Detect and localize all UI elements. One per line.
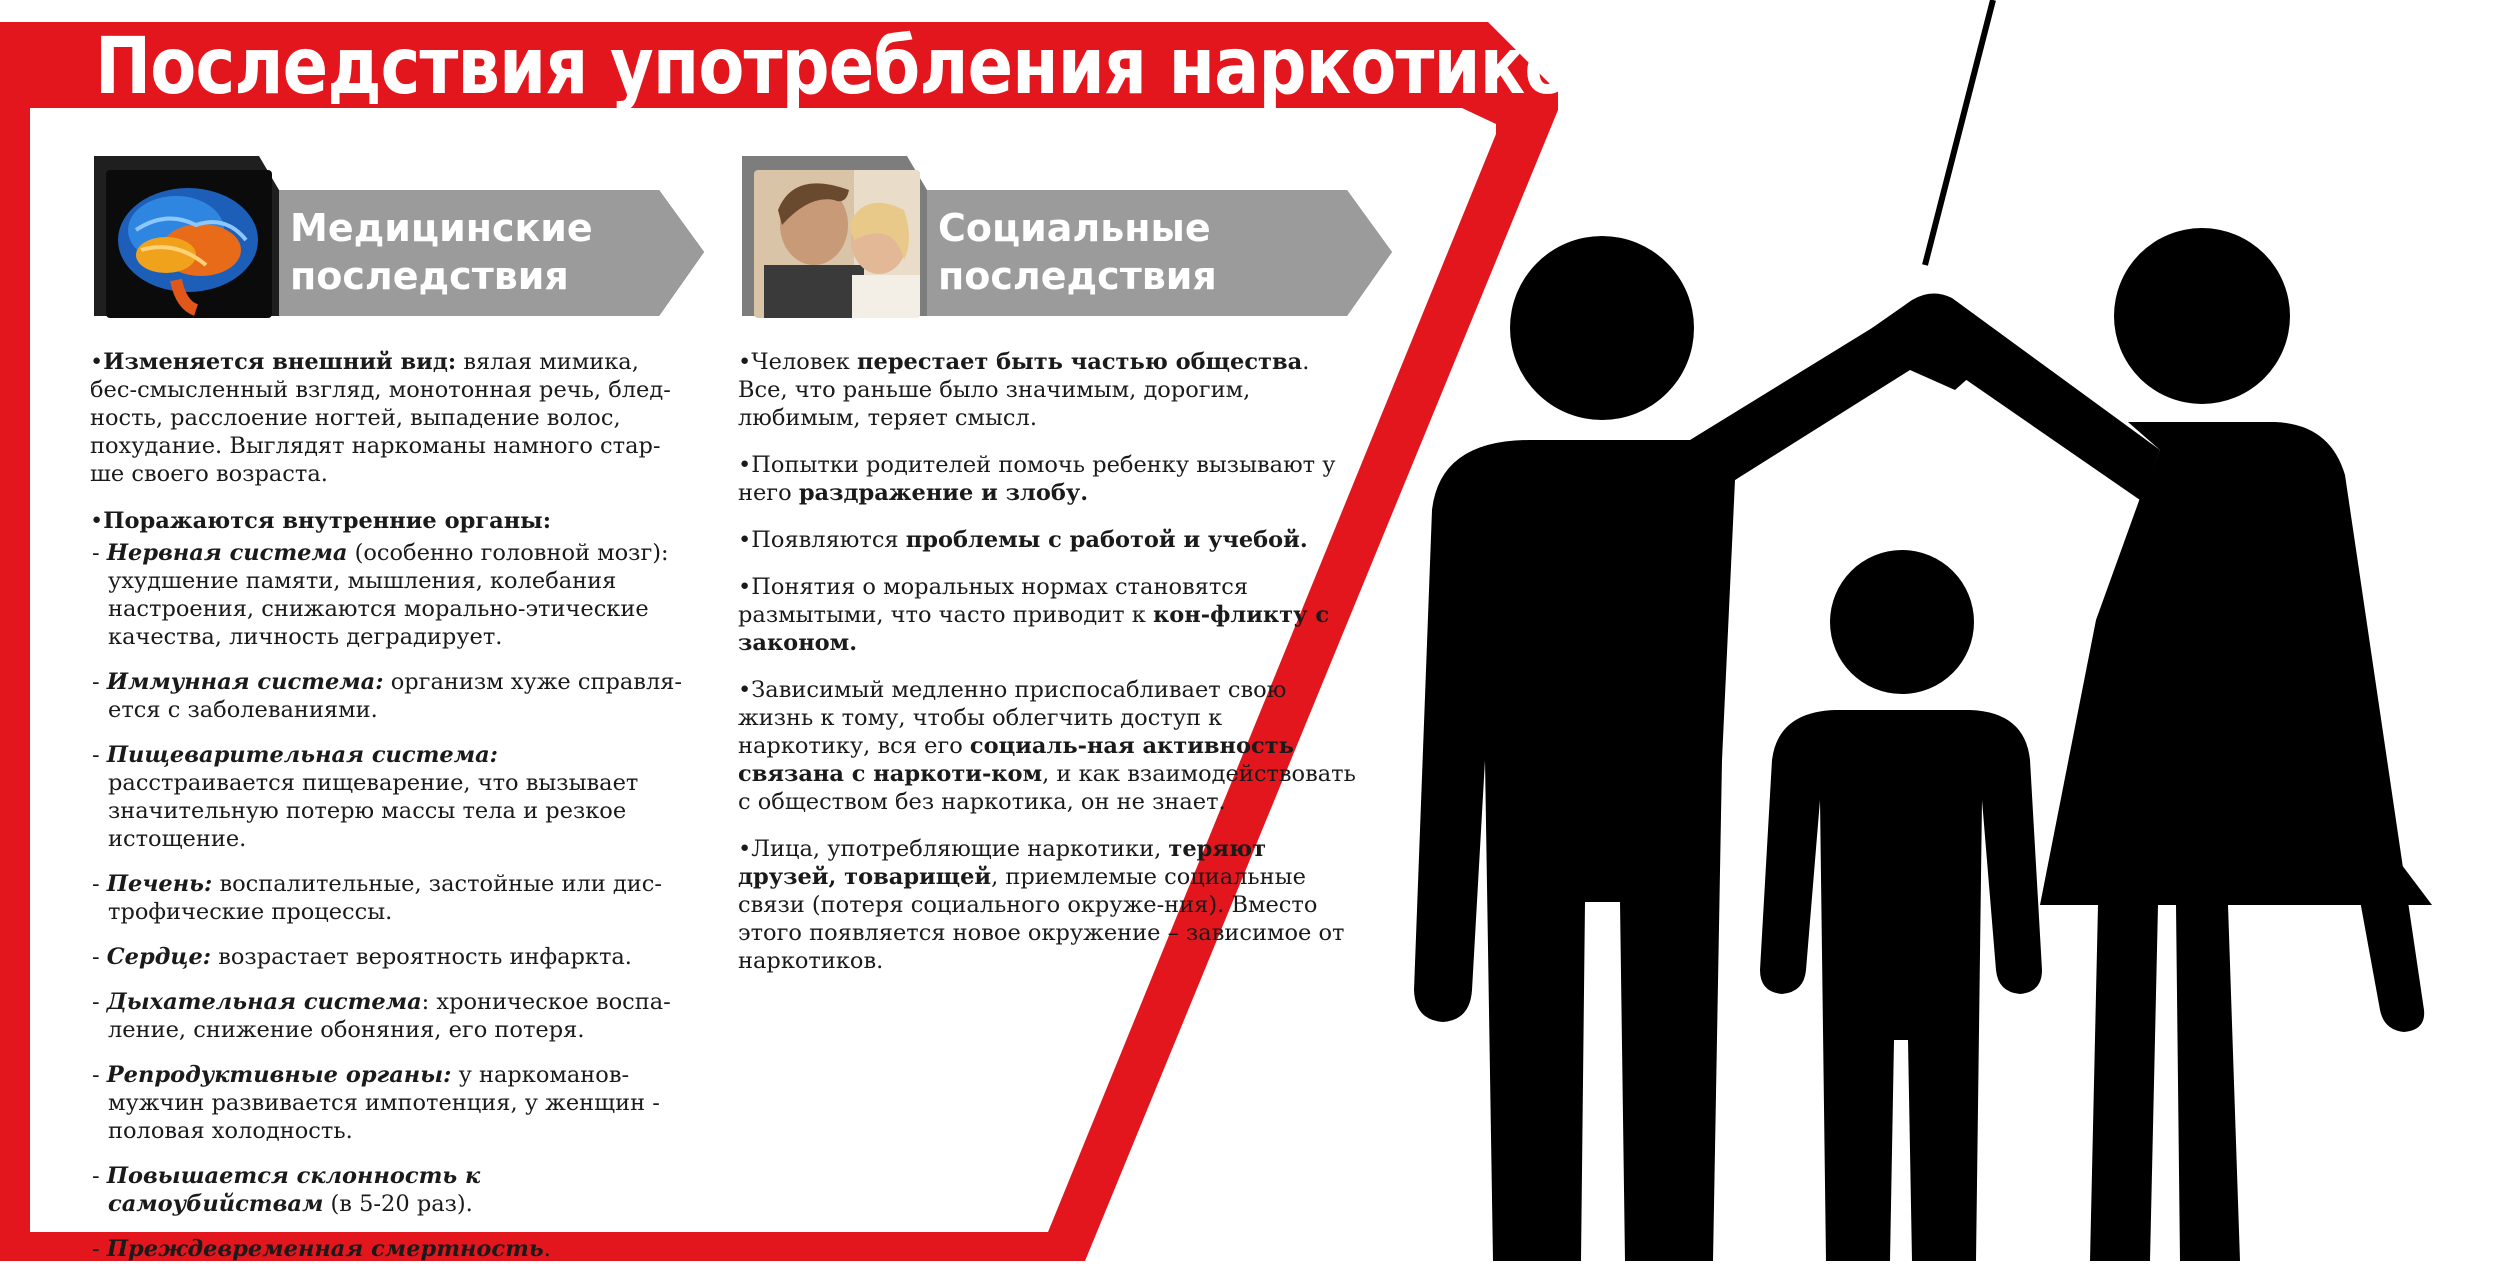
social-item-1: •Человек перестает быть частью общества. Все, что раньше было значимым, дорогим, любимым, теряет смысл.	[738, 349, 1310, 431]
social-2-emphasis: раздражение и злобу.	[798, 480, 1089, 506]
organ-immune: - Иммунная система: организм хуже справля-ется с заболеваниями.	[92, 669, 683, 723]
social-item-2: •Попытки родителей помочь ребенку вызывают у него раздражение и злобу.	[738, 452, 1336, 506]
nervous-label: Нервная система	[106, 540, 348, 566]
social-6-emphasis: теряют друзей, товарищей	[738, 836, 1267, 890]
risk-suicide: - Повышается склонность к самоубийствам (в 5-20 раз).	[92, 1163, 481, 1217]
digestive-label: Пищеварительная система:	[106, 742, 498, 768]
social-item-5: •Зависимый медленно приспосабливает свою жизнь к тому, чтобы облегчить доступ к наркотику, вся его социаль-ная активность связана с наркоти-ком, и как взаимодействовать с обществом без наркотика, он не знает.	[738, 677, 1356, 815]
liver-label: Печень:	[106, 871, 213, 897]
liver-text: воспалительные, застойные или дис-трофические процессы.	[108, 871, 662, 925]
reproductive-text: у наркоманов-мужчин развивается импотенция, у женщин - половая холодность.	[108, 1062, 660, 1144]
social-1-text-a: Человек	[751, 349, 858, 375]
social-5-emphasis: социаль-ная активность связана с наркоти-ком	[738, 733, 1294, 787]
medical-header-line2: последствия	[290, 254, 569, 298]
suicide-text: (в 5-20 раз).	[330, 1191, 473, 1217]
respiratory-label: Дыхательная система	[106, 989, 422, 1015]
suicide-label: Повышается склонность к самоубийствам	[106, 1163, 481, 1217]
social-3-emphasis: проблемы с работой и учебой.	[905, 527, 1308, 553]
social-5-text-c: , и как взаимодействовать с обществом без наркотика, он не знает.	[738, 761, 1356, 815]
social-header-line2: последствия	[938, 254, 1217, 298]
organs-label: Поражаются внутренние органы:	[103, 508, 552, 534]
page-title: Последствия употребления наркотиков	[95, 22, 1612, 112]
social-5-text-a: Зависимый медленно приспосабливает свою жизнь к тому, чтобы облегчить доступ к наркотику, вся его	[738, 677, 1287, 759]
immune-label: Иммунная система:	[106, 669, 384, 695]
digestive-text: расстраивается пищеварение, что вызывает значительную потерю массы тела и резкое истощение.	[108, 770, 639, 852]
heart-label: Сердце:	[106, 944, 212, 970]
roof-arms	[1690, 293, 2160, 500]
social-1-text-c: . Все, что раньше было значимым, дорогим, любимым, теряет смысл.	[738, 349, 1310, 431]
appearance-text: вялая мимика, бес-смысленный взгляд, монотонная речь, блед-ность, расслоение ногтей, выпадение волос, похудание. Выглядят наркоманы намного стар-ше своего возраста.	[90, 349, 671, 487]
social-item-3: •Появляются проблемы с работой и учебой.	[738, 527, 1308, 553]
organ-reproductive: - Репродуктивные органы: у наркоманов-мужчин развивается импотенция, у женщин - половая холодность.	[92, 1062, 660, 1144]
social-1-emphasis: перестает быть частью общества	[857, 349, 1303, 375]
medical-item-organs: •Поражаются внутренние органы:	[90, 508, 552, 534]
organ-liver: - Печень: воспалительные, застойные или дис-трофические процессы.	[92, 871, 662, 925]
social-6-text-c: , приемлемые социальные связи (потеря социального окруже-ния). Вместо этого появляется новое окружение – зависимое от наркотиков.	[738, 864, 1345, 974]
organ-heart: - Сердце: возрастает вероятность инфаркта.	[92, 944, 632, 970]
decorative-line	[1925, 0, 1993, 265]
reproductive-label: Репродуктивные органы:	[106, 1062, 452, 1088]
respiratory-text: : хроническое воспа-ление, снижение обоняния, его потеря.	[108, 989, 671, 1043]
mother-figure	[2040, 228, 2432, 1261]
risk-death: - Преждевременная смертность.	[92, 1236, 551, 1262]
organ-digestive: - Пищеварительная система: расстраивается пищеварение, что вызывает значительную потерю массы тела и резкое истощение.	[92, 742, 639, 852]
social-2-text-a: Попытки родителей помочь ребенку вызывают у него	[738, 452, 1336, 506]
nervous-text: (особенно головной мозг): ухудшение памяти, мышления, колебания настроения, снижаются морально-этические качества, личность деградирует.	[108, 540, 669, 650]
heart-text: возрастает вероятность инфаркта.	[218, 944, 632, 970]
social-4-text-a: Понятия о моральных нормах становятся размытыми, что часто приводит к	[738, 574, 1249, 628]
organ-respiratory: - Дыхательная система: хроническое воспа-ление, снижение обоняния, его потеря.	[92, 989, 671, 1043]
social-4-emphasis: кон-фликту с законом.	[738, 602, 1330, 656]
social-item-6: •Лица, употребляющие наркотики, теряют друзей, товарищей, приемлемые социальные связи (потеря социального окруже-ния). Вместо этого появляется новое окружение – зависимое от наркотиков.	[738, 836, 1345, 974]
social-header-line1: Социальные	[938, 206, 1211, 250]
social-item-4: •Понятия о моральных нормах становятся размытыми, что часто приводит к кон-фликту с законом.	[738, 574, 1330, 656]
social-6-text-a: Лица, употребляющие наркотики,	[751, 836, 1169, 862]
appearance-label: Изменяется внешний вид:	[103, 349, 457, 375]
death-text: .	[543, 1236, 551, 1262]
medical-item-appearance: •Изменяется внешний вид: вялая мимика, бес-смысленный взгляд, монотонная речь, блед-ность, расслоение ногтей, выпадение волос, похудание. Выглядят наркоманы намного стар-ше своего возраста.	[90, 349, 671, 487]
social-3-text-a: Появляются	[751, 527, 906, 553]
death-label: Преждевременная смертность	[106, 1236, 544, 1262]
immune-text: организм хуже справля-ется с заболеваниями.	[108, 669, 683, 723]
medical-header-line1: Медицинские	[290, 206, 593, 250]
child-figure	[1760, 550, 2042, 1261]
organ-nervous: - Нервная система (особенно головной мозг): ухудшение памяти, мышления, колебания настроения, снижаются морально-этические качества, личность деградирует.	[92, 540, 669, 650]
